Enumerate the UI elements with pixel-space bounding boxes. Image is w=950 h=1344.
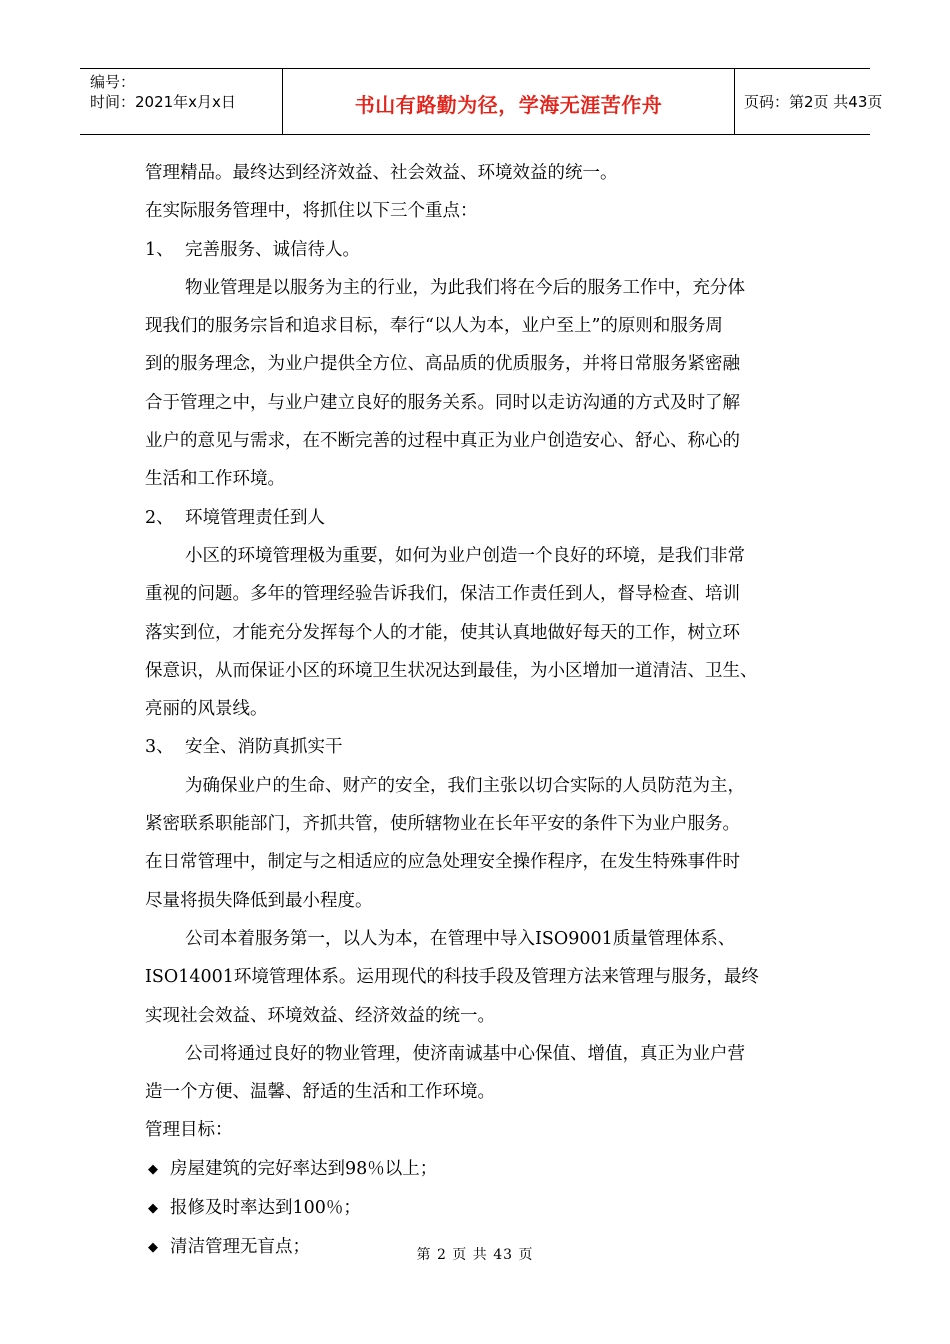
paragraph-line: 公司将通过良好的物业管理，使济南诚基中心保值、增值，真正为业户营 xyxy=(185,1043,745,1064)
paragraph-line: 落实到位，才能充分发挥每个人的才能，使其认真地做好每天的工作，树立环 xyxy=(145,622,740,643)
section-number: 2、 xyxy=(145,507,174,528)
paragraph-line: 紧密联系职能部门，齐抓共管，使所辖物业在长年平安的条件下为业户服务。 xyxy=(145,814,740,835)
paragraph-line: 到的服务理念，为业户提供全方位、高品质的优质服务，并将日常服务紧密融 xyxy=(145,354,740,375)
paragraph-line: 尽量将损失降低到最小程度。 xyxy=(145,890,373,911)
section-heading-2 xyxy=(145,499,825,537)
section-heading-1 xyxy=(145,231,825,269)
paragraph-line: 合于管理之中，与业户建立良好的服务关系。同时以走访沟通的方式及时了解 xyxy=(145,392,740,413)
paragraph-line: ISO14001环境管理体系。运用现代的科技手段及管理方法来管理与服务，最终 xyxy=(145,967,759,988)
page-footer: 第 2 页 共 43 页 xyxy=(416,1247,534,1263)
section-number: 1、 xyxy=(145,239,174,260)
paragraph-line: 物业管理是以服务为主的行业，为此我们将在今后的服务工作中，充分体 xyxy=(185,277,745,298)
paragraph-line: 在日常管理中，制定与之相适应的应急处理安全操作程序，在发生特殊事件时 xyxy=(145,852,740,873)
paragraph-line: 小区的环境管理极为重要，如何为业户创造一个良好的环境，是我们非常 xyxy=(185,545,745,566)
section-heading-3 xyxy=(145,728,825,766)
paragraph-line: 公司本着服务第一，以人为本，在管理中导入ISO9001质量管理体系、 xyxy=(185,928,736,949)
paragraph-line: 现我们的服务宗旨和追求目标，奉行“以人为本，业户至上”的原则和服务周 xyxy=(145,316,723,337)
document-date: 时间：2021年x月x日 xyxy=(90,93,236,111)
goals-heading: 管理目标： xyxy=(145,1120,233,1141)
paragraph: 在实际服务管理中，将抓住以下三个重点： xyxy=(145,201,478,222)
diamond-bullet-icon: ◆ xyxy=(148,1161,158,1177)
diamond-bullet-icon: ◆ xyxy=(148,1201,158,1217)
section-title: 完善服务、诚信待人。 xyxy=(185,239,360,260)
paragraph: 管理精品。最终达到经济效益、社会效益、环境效益的统一。 xyxy=(145,163,618,183)
paragraph-line: 重视的问题。多年的管理经验告诉我们，保洁工作责任到人，督导检查、培训 xyxy=(145,584,740,605)
page-header xyxy=(80,68,883,135)
document-number-label: 编号： xyxy=(90,73,136,91)
section-title: 安全、消防真抓实干 xyxy=(185,737,343,758)
section-number: 3、 xyxy=(145,737,174,758)
section-title: 环境管理责任到人 xyxy=(185,507,325,528)
goal-text: 报修及时率达到100％； xyxy=(170,1198,361,1219)
paragraph-line: 亮丽的风景线。 xyxy=(145,699,268,720)
paragraph-line: 业户的意见与需求，在不断完善的过程中真正为业户创造安心、舒心、称心的 xyxy=(145,431,740,452)
goal-item xyxy=(145,1189,825,1228)
paragraph-line: 造一个方便、温馨、舒适的生活和工作环境。 xyxy=(145,1082,495,1103)
goal-item xyxy=(145,1150,825,1189)
paragraph-line: 保意识，从而保证小区的环境卫生状况达到最佳，为小区增加一道清洁、卫生、 xyxy=(145,660,758,681)
goal-text: 清洁管理无盲点； xyxy=(170,1237,310,1258)
paragraph-line: 为确保业户的生命、财产的安全，我们主张以切合实际的人员防范为主， xyxy=(185,775,745,796)
header-page-info: 页码：第2页 共43页 xyxy=(744,93,883,111)
goal-text: 房屋建筑的完好率达到98％以上； xyxy=(170,1158,438,1179)
diamond-bullet-icon: ◆ xyxy=(148,1240,158,1256)
header-motto: 书山有路勤为径，学海无涯苦作舟 xyxy=(283,69,735,134)
paragraph-line: 实现社会效益、环境效益、经济效益的统一。 xyxy=(145,1005,495,1026)
document-body xyxy=(145,154,825,1268)
paragraph-line: 生活和工作环境。 xyxy=(145,469,285,490)
header-meta xyxy=(80,69,283,134)
